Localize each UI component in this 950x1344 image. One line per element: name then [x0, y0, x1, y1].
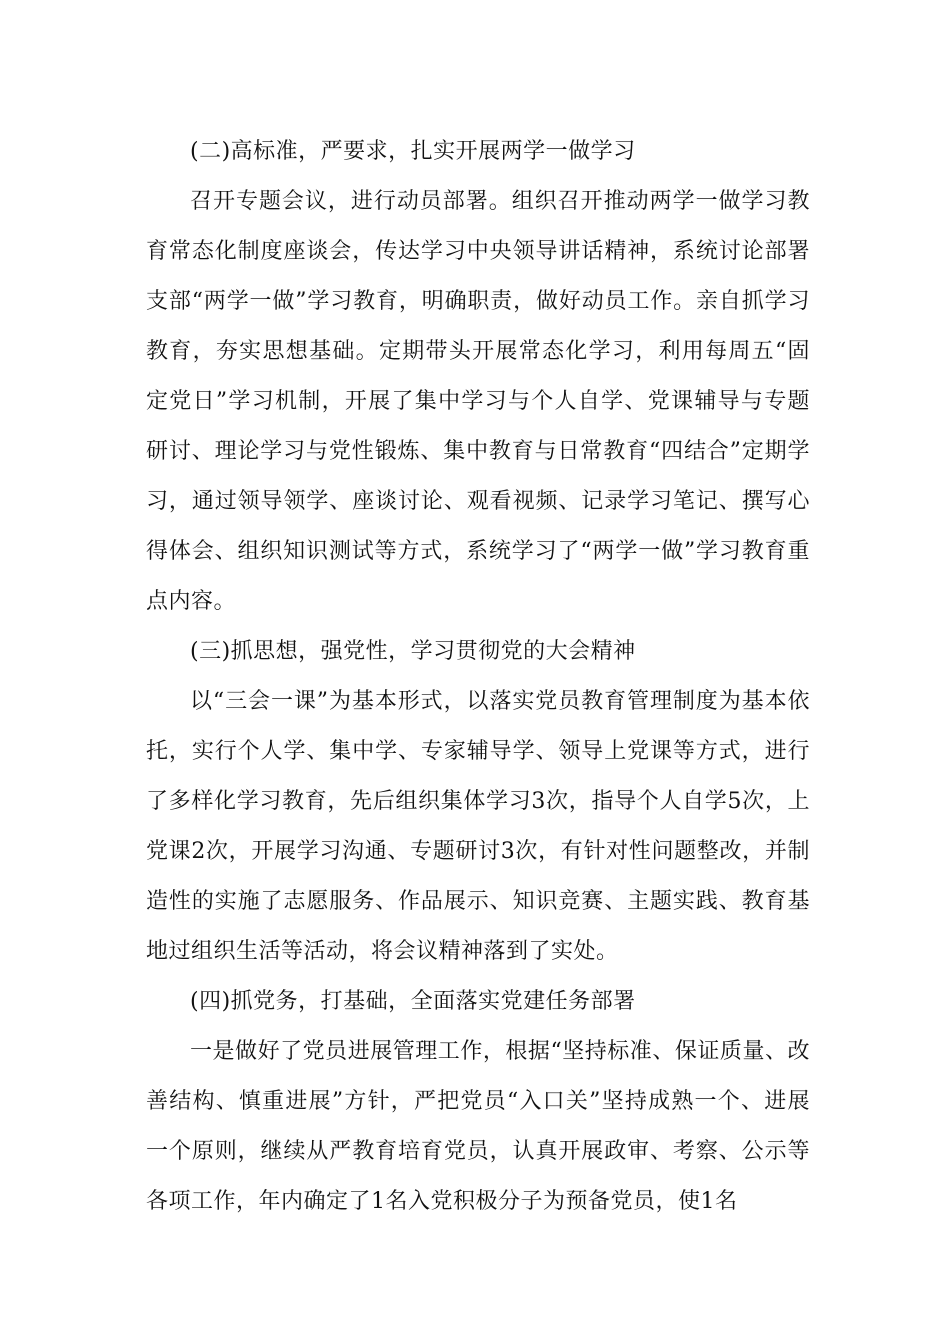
- paragraph-three-meetings: 以“三会一课”为基本形式，以落实党员教育管理制度为基本依托，实行个人学、集中学、专家辅导学、领导上党课等方式，进行了多样化学习教育，先后组织集体学习3次，指导个人自学5次，上党课2次，开展学习沟通、专题研讨3次，有针对性问题整改，并制造性的实施了志愿服务、作品展示、知识竞赛、主题实践、教育基地过组织生活等活动，将会议精神落到了实处。: [146, 689, 810, 964]
- section-heading-3: (三)抓思想，强党性，学习贯彻党的大会精神: [190, 639, 636, 664]
- paragraph-study-meeting: 召开专题会议，进行动员部署。组织召开推动两学一做学习教育常态化制度座谈会，传达学习中央领导讲话精神，系统讨论部署支部“两学一做”学习教育，明确职责，做好动员工作。亲自抓学习教育，夯实思想基础。定期带头开展常态化学习，利用每周五“固定党日”学习机制，开展了集中学习与个人自学、党课辅导与专题研讨、理论学习与党性锻炼、集中教育与日常教育“四结合”定期学习，通过领导领学、座谈讨论、观看视频、记录学习笔记、撰写心得体会、组织知识测试等方式，系统学习了“两学一做”学习教育重点内容。: [146, 189, 810, 614]
- section-heading-2: (二)高标准，严要求，扎实开展两学一做学习: [190, 139, 636, 164]
- document-body: [146, 127, 810, 1227]
- section-heading-4: (四)抓党务，打基础，全面落实党建任务部署: [190, 989, 636, 1014]
- paragraph-member-development: 一是做好了党员进展管理工作，根据“坚持标准、保证质量、改善结构、慎重进展”方针，严把党员“入口关”坚持成熟一个、进展一个原则，继续从严教育培育党员，认真开展政审、考察、公示等各项工作，年内确定了1名入党积极分子为预备党员，使1名: [146, 1039, 810, 1214]
